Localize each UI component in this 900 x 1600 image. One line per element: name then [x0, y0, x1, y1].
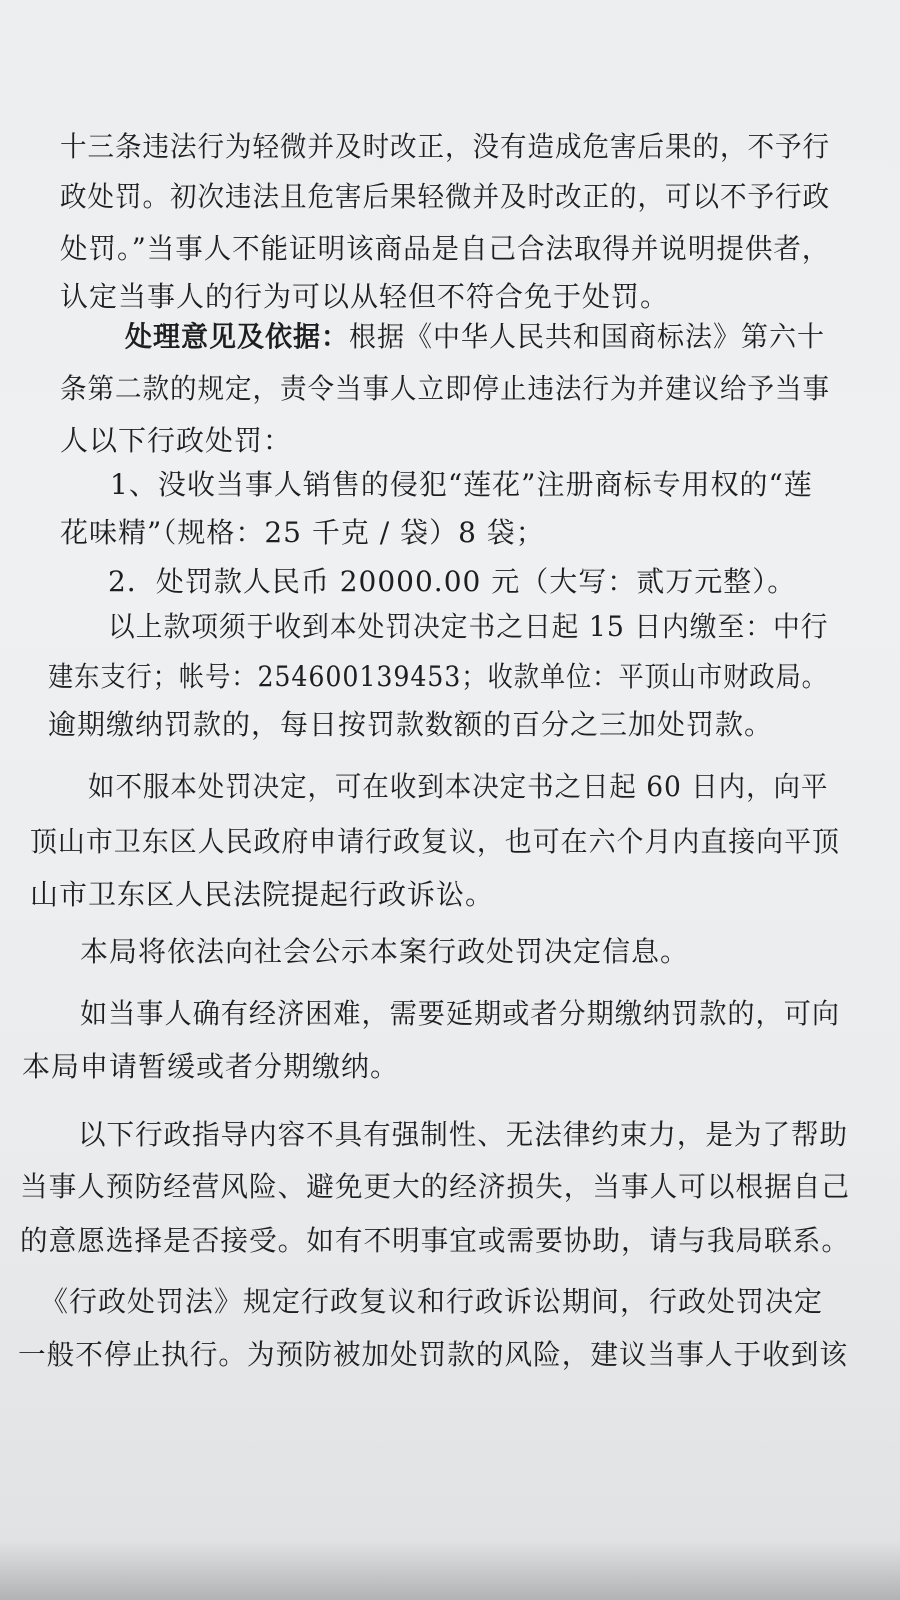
text-line-13: 逾期缴纳罚款的，每日按罚款数额的百分之三加处罚款。 — [48, 708, 774, 741]
text-line-11: 以上款项须于收到本处罚决定书之日起 15 日内缴至：中行 — [108, 610, 829, 643]
text-line-3: 处罚。”当事人不能证明该商品是自己合法取得并说明提供者， — [60, 232, 831, 265]
text-line-9: 花味精”（规格：25 千克 / 袋）8 袋； — [60, 516, 545, 549]
text-line-19: 本局申请暂缓或者分期缴纳。 — [22, 1050, 400, 1083]
section-heading: 处理意见及依据： — [125, 320, 350, 353]
text-line-7: 人以下行政处罚： — [60, 424, 293, 457]
text-line-5: 根据《中华人民共和国商标法》第六十 — [349, 320, 826, 353]
text-line-17: 本局将依法向社会公示本案行政处罚决定信息。 — [80, 935, 690, 968]
paragraph-heading-line — [125, 320, 826, 354]
text-line-4: 认定当事人的行为可以从轻但不符合免于处罚。 — [60, 280, 670, 313]
text-line-16: 山市卫东区人民法院提起行政诉讼。 — [30, 878, 495, 911]
text-line-20: 以下行政指导内容不具有强制性、无法律约束力，是为了帮助 — [78, 1118, 849, 1151]
text-line-10: 2．处罚款人民币 20000.00 元（大写：贰万元整）。 — [108, 565, 797, 598]
text-line-2: 政处罚。初次违法且危害后果轻微并及时改正的，可以不予行政 — [60, 180, 831, 213]
text-line-22: 的意愿选择是否接受。如有不明事宜或需要协助，请与我局联系。 — [20, 1224, 850, 1257]
text-line-21: 当事人预防经营风险、避免更大的经济损失，当事人可以根据自己 — [20, 1170, 850, 1203]
text-line-18: 如当事人确有经济困难，需要延期或者分期缴纳罚款的，可向 — [80, 997, 840, 1030]
text-line-15: 顶山市卫东区人民政府申请行政复议，也可在六个月内直接向平顶 — [30, 825, 840, 858]
text-line-23: 《行政处罚法》规定行政复议和行政诉讼期间，行政处罚决定 — [40, 1285, 824, 1318]
text-line-14: 如不服本处罚决定，可在收到本决定书之日起 60 日内，向平 — [88, 770, 829, 803]
text-line-24: 一般不停止执行。为预防被加处罚款的风险，建议当事人于收到该 — [18, 1338, 848, 1371]
text-line-1: 十三条违法行为轻微并及时改正，没有造成危害后果的，不予行 — [60, 130, 831, 163]
text-line-8: 1、没收当事人销售的侵犯“莲花”注册商标专用权的“莲 — [110, 468, 813, 501]
text-line-6: 条第二款的规定，责令当事人立即停止违法行为并建议给予当事 — [60, 372, 831, 405]
text-line-12: 建东支行；帐号：254600139453；收款单位：平顶山市财政局。 — [48, 660, 828, 693]
